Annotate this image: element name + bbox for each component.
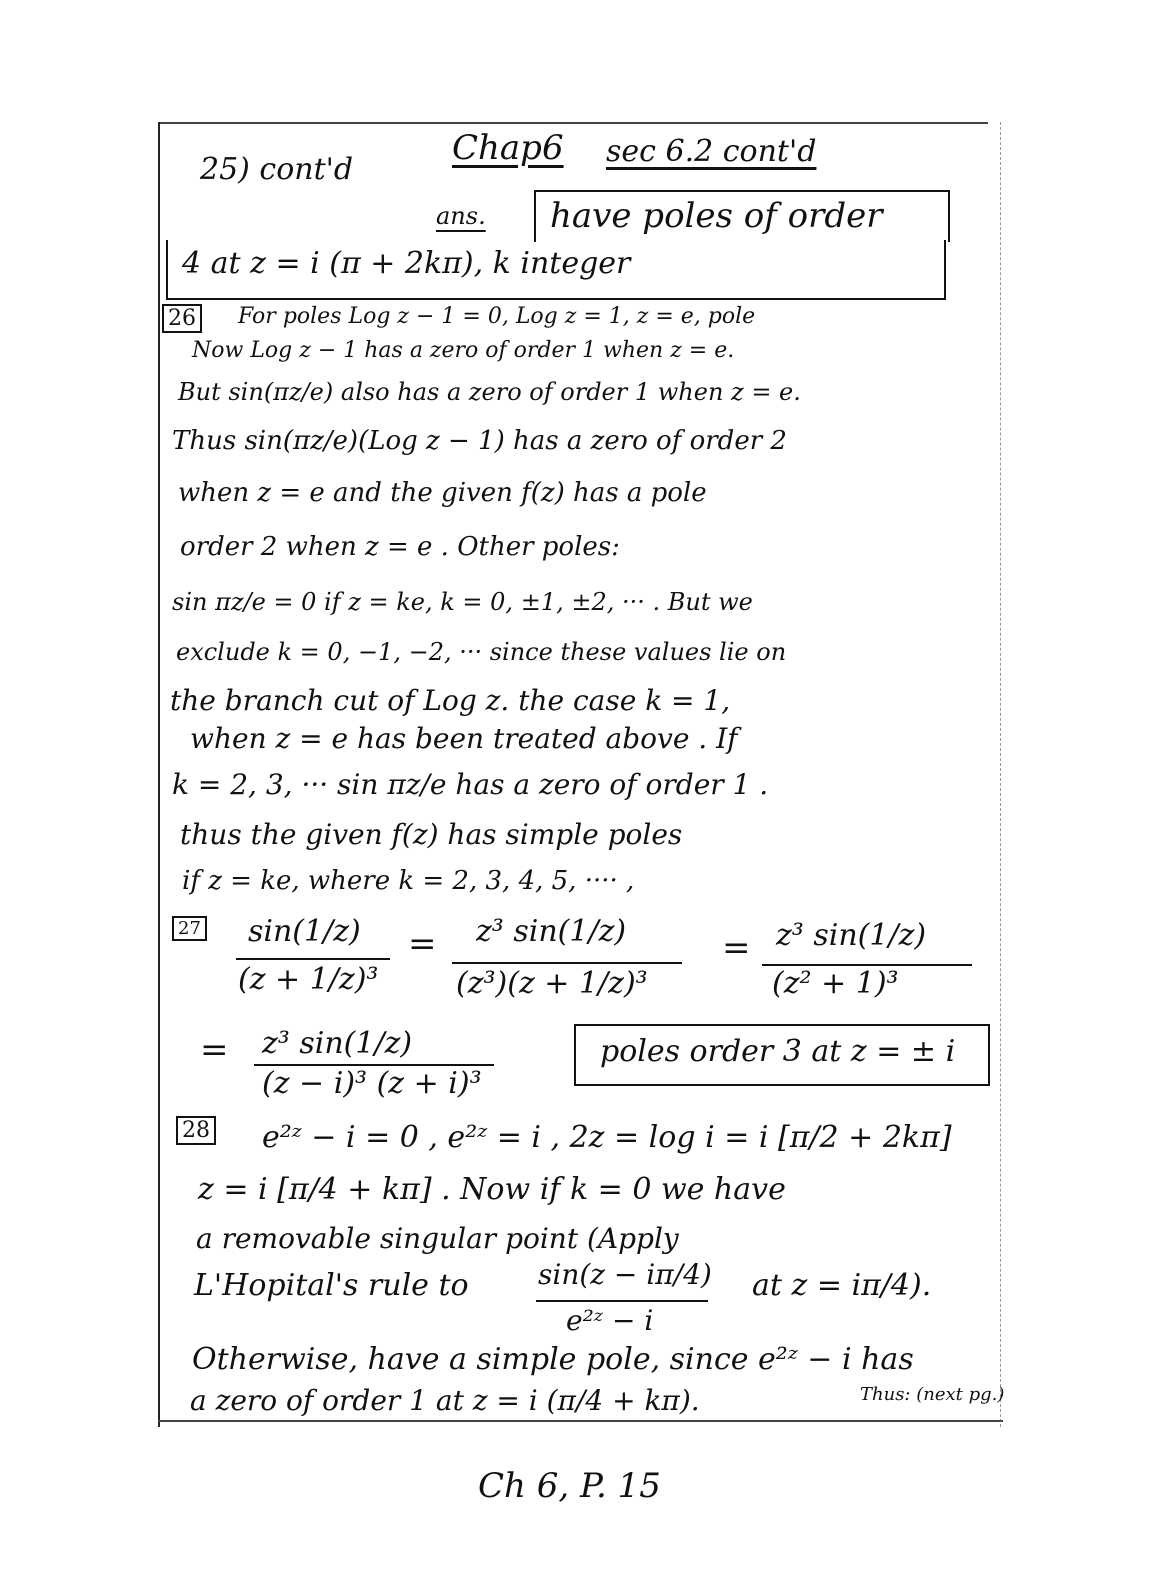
p28-continuation-note: Thus: (next pg.) <box>860 1384 1005 1405</box>
answer-label: ans. <box>436 202 486 230</box>
p28-line-3: a removable singular point (Apply <box>196 1222 679 1255</box>
section-title: sec 6.2 cont'd <box>606 134 817 169</box>
p27-frac2-den: (z³)(z + 1/z)³ <box>456 966 648 1001</box>
problem-26-tag: 26 <box>162 304 202 333</box>
p27-frac2-num: z³ sin(1/z) <box>476 914 627 949</box>
problem-28-tag: 28 <box>176 1116 216 1145</box>
p27-frac3-den: (z² + 1)³ <box>772 966 899 1001</box>
p28-line-1: e²ᶻ − i = 0 , e²ᶻ = i , 2z = log i = i [π/2 + 2kπ] <box>262 1120 952 1155</box>
p26-line-2: Now Log z − 1 has a zero of order 1 when z = e. <box>192 338 735 363</box>
p28-line-4-num: sin(z − iπ/4) <box>538 1258 712 1291</box>
p27-eq-1: = <box>408 924 437 964</box>
p26-line-5: when z = e and the given f(z) has a pole <box>178 478 707 508</box>
p28-line-2: z = i [π/4 + kπ] . Now if k = 0 we have <box>198 1172 786 1207</box>
p27-frac2-bar <box>452 962 682 964</box>
p27-frac1-bar <box>236 958 390 960</box>
p28-line-4-bar <box>536 1300 708 1302</box>
page-frame-left <box>158 122 160 1427</box>
p26-line-8: exclude k = 0, −1, −2, ··· since these values lie on <box>176 638 787 666</box>
p27-frac4-den: (z − i)³ (z + i)³ <box>262 1066 482 1101</box>
page-number-label: Ch 6, P. 15 <box>478 1466 661 1506</box>
page-frame-top <box>158 122 988 124</box>
p27-frac1-den: (z + 1/z)³ <box>238 962 379 997</box>
p26-line-11: k = 2, 3, ··· sin πz/e has a zero of order 1 . <box>172 768 769 801</box>
p28-line-5: Otherwise, have a simple pole, since e²ᶻ − i has <box>192 1342 914 1377</box>
p27-frac3-num: z³ sin(1/z) <box>776 918 927 953</box>
p27-frac4-num: z³ sin(1/z) <box>262 1026 413 1061</box>
p28-line-6: a zero of order 1 at z = i (π/4 + kπ). <box>190 1384 700 1417</box>
chapter-title: Chap6 <box>452 128 564 168</box>
p26-line-13: if z = ke, where k = 2, 3, 4, 5, ···· , <box>182 866 635 896</box>
p27-answer: poles order 3 at z = ± i <box>600 1034 956 1069</box>
p28-line-4b: at z = iπ/4). <box>752 1268 932 1303</box>
problem-continued-label: 25) cont'd <box>200 152 354 187</box>
p26-line-4: Thus sin(πz/e)(Log z − 1) has a zero of order 2 <box>172 426 787 456</box>
p27-eq-2: = <box>722 928 751 968</box>
p28-line-4a: L'Hopital's rule to <box>194 1268 469 1303</box>
answer-line-1: have poles of order <box>550 196 883 236</box>
p26-line-9: the branch cut of Log z. the case k = 1, <box>170 684 731 717</box>
page-frame-bottom <box>158 1420 1003 1422</box>
p27-eq-3: = <box>200 1030 229 1070</box>
p26-line-12: thus the given f(z) has simple poles <box>180 818 683 851</box>
p28-line-4-den: e²ᶻ − i <box>566 1304 654 1337</box>
page-frame-right <box>1000 122 1001 1427</box>
p26-line-1: For poles Log z − 1 = 0, Log z = 1, z = e, pole <box>238 304 756 329</box>
p26-line-6: order 2 when z = e . Other poles: <box>180 532 620 562</box>
p26-line-10: when z = e has been treated above . If <box>190 722 738 755</box>
problem-27-tag: 27 <box>172 916 207 941</box>
p26-line-3: But sin(πz/e) also has a zero of order 1 when z = e. <box>178 378 801 406</box>
p26-line-7: sin πz/e = 0 if z = ke, k = 0, ±1, ±2, ··· . But we <box>172 588 753 616</box>
answer-line-2: 4 at z = i (π + 2kπ), k integer <box>182 246 631 281</box>
p27-frac1-num: sin(1/z) <box>248 914 361 949</box>
